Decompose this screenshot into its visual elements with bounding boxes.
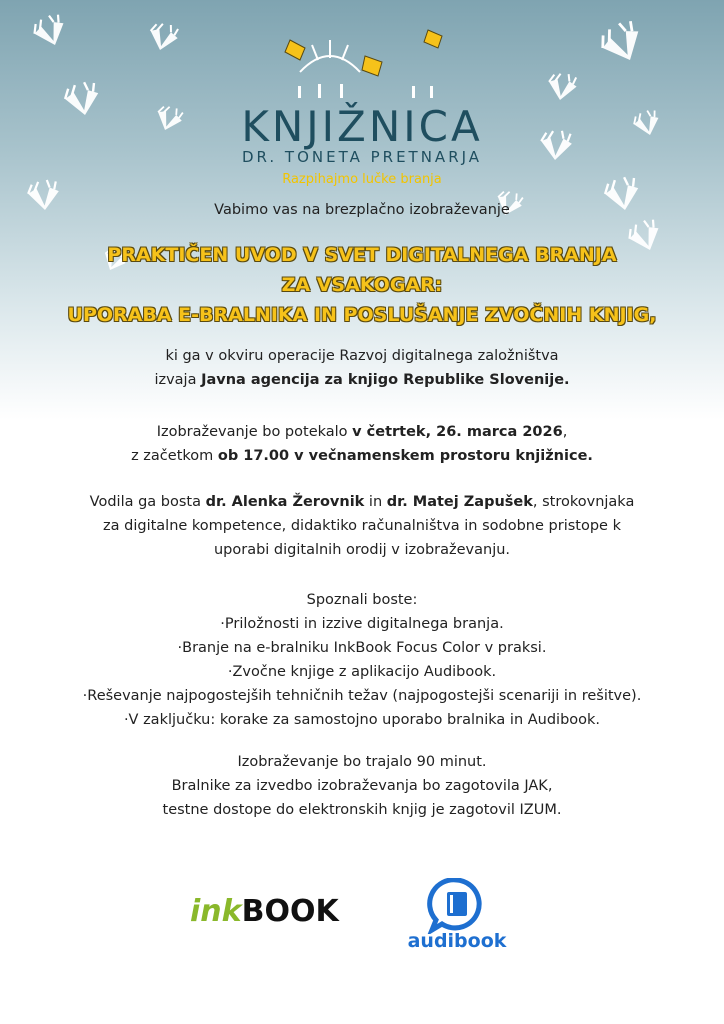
lecturer-name: dr. Matej Zapušek bbox=[386, 494, 533, 510]
closing-paragraph bbox=[0, 750, 724, 822]
event-headline bbox=[0, 240, 724, 330]
logo-tagline: Razpihajmo lučke branja bbox=[282, 172, 442, 187]
inkbook-logo bbox=[190, 894, 339, 929]
topic-item: ·V zaključku: korake za samostojno uporabo bralnika in Audibook. bbox=[123, 712, 601, 728]
headline-line: ZA VSAKOGAR: bbox=[281, 274, 443, 296]
schedule-paragraph bbox=[0, 420, 724, 468]
invitation-text: Vabimo vas na brezplačno izobraževanje bbox=[214, 202, 510, 218]
book-icon bbox=[546, 71, 578, 102]
operation-line: ki ga v okviru operacije Razvoj digitalnega založništva bbox=[165, 348, 559, 364]
topic-item: ·Priložnosti in izzive digitalnega branja. bbox=[220, 616, 504, 632]
text: z začetkom bbox=[131, 448, 218, 464]
headline-line: UPORABA E-BRALNIKA IN POSLUŠANJE ZVOČNIH KNJIG, bbox=[67, 304, 657, 326]
lecturers-line: uporabi digitalnih orodij v izobraževanju. bbox=[213, 542, 511, 558]
lightbulb-books-icon bbox=[285, 30, 442, 76]
audibook-wordmark: audibook bbox=[407, 930, 507, 952]
operation-paragraph bbox=[0, 344, 724, 392]
schedule-line bbox=[0, 420, 724, 444]
book-icon bbox=[146, 20, 180, 53]
lecturers-paragraph bbox=[0, 490, 724, 562]
logo-title: KNJIŽNICA bbox=[241, 102, 483, 151]
text: izvaja bbox=[154, 372, 202, 388]
topics-heading: Spoznali boste: bbox=[306, 592, 418, 608]
topic-item: ·Zvočne knjige z aplikacijo Audibook. bbox=[227, 664, 497, 680]
lecturers-line bbox=[0, 490, 724, 514]
text: in bbox=[364, 494, 387, 510]
topic-item: ·Reševanje najpogostejših tehničnih težav (najpogostejši scenariji in rešitve). bbox=[82, 688, 642, 704]
logo-bars bbox=[298, 84, 433, 98]
inkbook-book: BOOK bbox=[241, 894, 339, 929]
agency-name: Javna agencija za knjigo Republike Slovenije. bbox=[201, 372, 570, 388]
schedule-line bbox=[0, 444, 724, 468]
text: Vodila ga bosta bbox=[89, 494, 206, 510]
event-date: v četrtek, 26. marca 2026 bbox=[352, 424, 563, 440]
text: , bbox=[562, 424, 568, 440]
topics-list bbox=[0, 588, 724, 732]
lecturers-line: za digitalne kompetence, didaktiko računalništva in sodobne pristope k bbox=[103, 518, 621, 534]
lecturer-name: dr. Alenka Žerovnik bbox=[205, 494, 365, 510]
logo-subtitle: DR. TONETA PRETNARJA bbox=[241, 148, 483, 166]
text: Izobraževanje bo potekalo bbox=[156, 424, 353, 440]
closing-line: testne dostope do elektronskih knjig je zagotovil IZUM. bbox=[162, 802, 562, 818]
inkbook-ink: ink bbox=[190, 894, 242, 929]
closing-line: Bralnike za izvedbo izobraževanja bo zagotovila JAK, bbox=[171, 778, 553, 794]
book-icon bbox=[30, 12, 69, 50]
text: , strokovnjaka bbox=[532, 494, 635, 510]
topic-item: ·Branje na e-bralniku InkBook Focus Color v praksi. bbox=[177, 640, 547, 656]
operation-line bbox=[0, 368, 724, 392]
book-icon bbox=[596, 17, 648, 68]
audibook-logo bbox=[402, 878, 522, 958]
audibook-speech-book-icon bbox=[402, 878, 512, 934]
headline-line: PRAKTIČEN UVOD V SVET DIGITALNEGA BRANJA bbox=[107, 244, 617, 266]
event-time-place: ob 17.00 v večnamenskem prostoru knjižnice. bbox=[217, 448, 593, 464]
closing-line: Izobraževanje bo trajalo 90 minut. bbox=[237, 754, 487, 770]
